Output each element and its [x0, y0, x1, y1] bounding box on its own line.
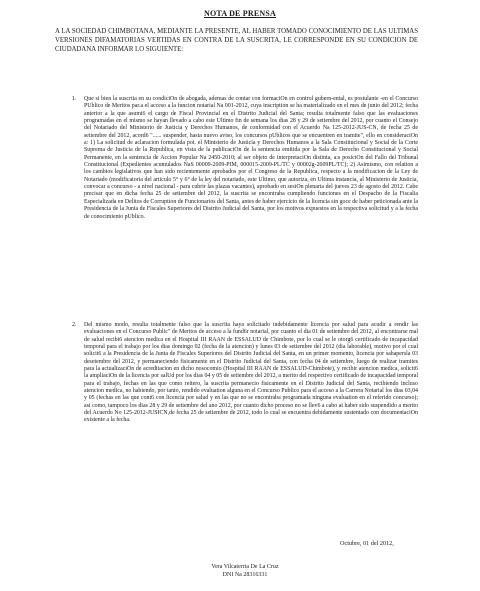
list-item-2	[72, 322, 418, 425]
document-title: NOTA DE PRENSA	[204, 9, 276, 18]
signature-dni: DNI Na 28316331	[222, 572, 268, 578]
signature-name: Vera Vilcaterria De La Cruz	[211, 564, 279, 570]
list-item-text: Que si bien la suscrita en su condiciOn de abogada, ademas de contar con formaciOn en control gubern-ental, es postulante -en el Concurso PUblico de Meritos par.a el acceso a la funcion notarial Na 001-2012, cuya inscription se ha materializado en el mes de junio del 2012; fecha anterior a la que asumi6 el cargo de Fiscal Provincial en el Distrito Judicial del Santa; resulta totalmente falso que las evaluaciones programadas en el mismo se hayan llevado a cabo este Ultimo fin de semana los dias 28 y 29 de setiembre del 2012, por cuanto el Consejo del Notariado del Ministerio de Justicia y Derechos Humanos, de conformidad con el Acuerdo Na 125-2012-JUS-CN, de fecha 25 de setiembre del 2012, acord6 "...... suspender, hasta nuevo aviso, los concursos pUblicos que se encuentren en tramite", ello en consideraciOn a: 1) La solicitud de aclaracion formulada poi. el Ministerio de Justicia y Derechos Humanos a la Sala Constitucional y Social de la Corte Suprema de Justicia de la Republica, en vista de la publicaciOn de la sentencia emitida por la Sala de Derecho Constitucional y Social Permanente, en la sentencia de Accion Popular Na 2450-2010; al ser objeto de interpretaciOn distinta, a:s posiciOn del Fallo del Tribunal Constitucional (Expedientes acumulados NaS 00009-2009-PIM, 000015-2009-PL/TC y 00002g-2009PL/TC); 2) Asimismo, con relation a los cambios legislativos que han sido recientemente aprobados por el Congreso de la Republica, respecto a la modificacion de la Ley de Notariado (modificatoria del articulo 5° y 6° de la ley del notariado, este Ultimo, que autoriza, en Ultima instancia, al Ministerio de Justicia, convocar a concurso - a nivel nacional - para cubrir las plazas vacantes), aprobado en sesiOn plenaria del jueves 23 de agosto del 2012. Cabe precisar que en dicha fecha 25 de setiembre del 2012, la suscrita se encontraba cumpliendo funciones en el Despacho de la Fiscalia Especializada en Delitos de Corruption de Funcionarios del Santa, antes de haber ejercicio de la licencia sin goce de haber peticionada ante la Presidencia de la Junta de Fiscales Superiores del Distrito Judicial del Santa, por los motivos expuestos en la respectiva solicitud y a la fecha de conocimiento pUblico.	[84, 96, 418, 220]
document-date: Octubre, 01 del 2012,	[340, 540, 394, 547]
list-item-text: Del mismo modo, resulta totalmente falso que la suscrita haya solicitado indebidamente licencia por salud para acudir a rendir las evaluaciones en el Concurso Public" de Meritos de acceso a la fund6r notarial, por cuanto el dia 01 de setiembre del 2012, al encontrarse mal de salud recibi6 atencion medica en el Hospital III RAAN de ESSALUD de Chimbote, por lo cual se le otorg6 certificado de incapacidad temporal para el trabajo por los dias domingo 02 (fecha de la atencion) y lunes 03 de setiembre del 2012 (dia laborable), motivo por el cual solicit6 a la Presidencia de la Junta de Fiscales Superiores del Distrito Judicial del Santa, en un primer momento, licencia por sahapersla 03 desetembre del 2012, y permaneciendo fisicamente en el Distrito Judicial del Santa, con fecha 04 de setiembre, luego de realizar tramites para la actualizaciOn de acreditacion en dicho nosocomio (Hospital III RAAN de ESSALUD-Chimbote), y recibir atencion medica, solicit6 la ampliaciOn de la licencia por salUd por los dias 04 y 05 de setiembre del 2012, a merito del respectivo certificado de incapacidad temporal para el trabajo, fechas en las que como reitero, la suscrita permanecio fisicamente en el Distrito Judicial del Santa, recibiendo incluso atencion medica, no habiendo, por tanto, rendido evaluation alguna en el Concurso Publico para el acceso a la Carrera Notarial los dias 03,04 y 05 (fechas en las que cont6 con licencia por salud y en las que no se encontraba programada ninguna evaluation en el referido concurso); asi como, tampoco los dias 28 y 29 de setiembre del ano 2012, por cuanto dicho proceso no se llev6 a cabo at haber sido suspendido a merito del Acuerdo No 125-2012-JUSICN,de fecha 25 de setiembre de 2012, todo lo cual se encuentra debidamente sustentado con documentaciOn existente a la fecha.	[84, 322, 418, 424]
intro-paragraph: A LA SOCIEDAD CHIMBOTANA, MEDIANTE LA PRESENTE, AL HABER TOMADO CONOCIMIENTO DE LAS ULTIMAS VERSIONES DIFAMATORIAS VERTIDAS EN CONTRA DE LA SUSCRITA, LE CORRESPONDE EN SU CONDICION DE CIUDADANA INFORMAR LO SIGUIENTE:	[55, 28, 418, 54]
list-item-1	[72, 96, 418, 221]
list-item-number: 1.	[72, 96, 77, 102]
list-item-number: 2.	[72, 322, 77, 328]
